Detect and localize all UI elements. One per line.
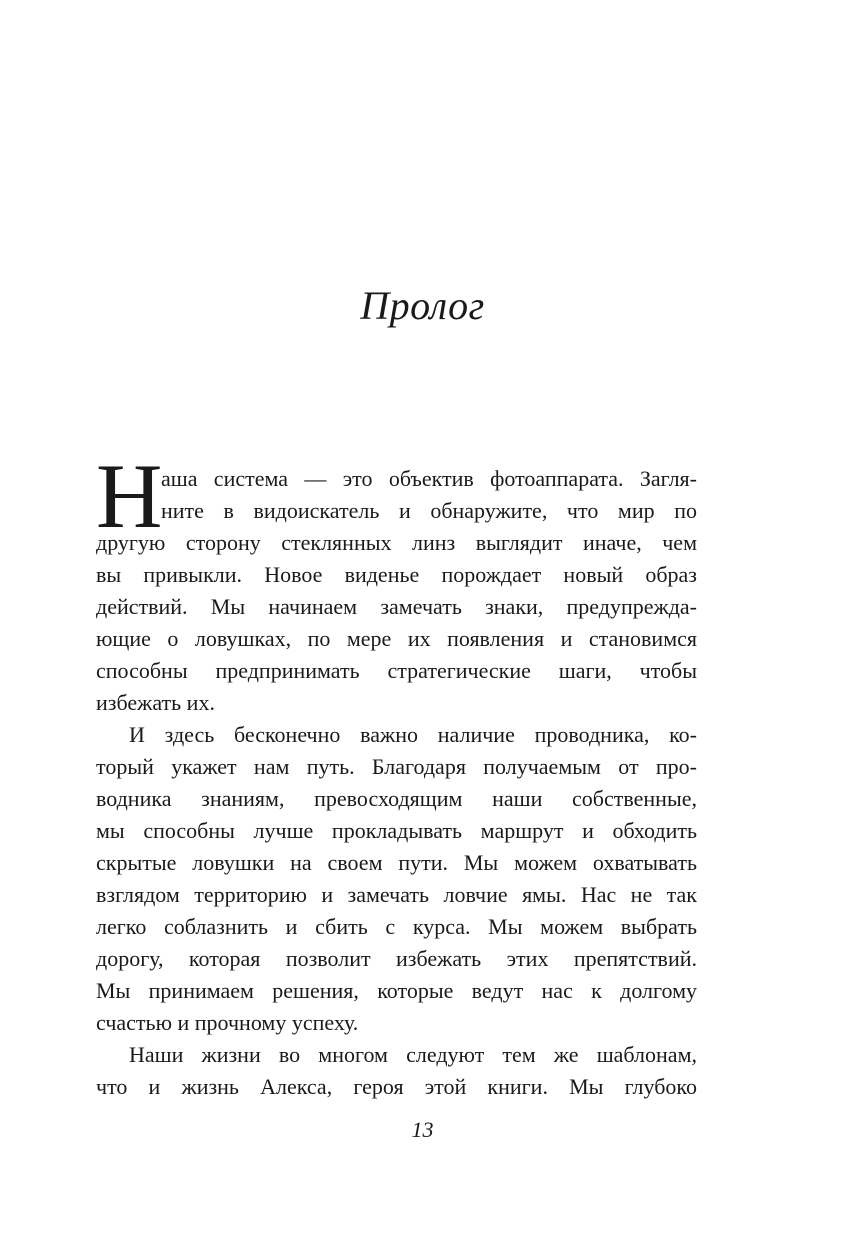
text-line: мы способны лучше прокладывать маршрут и обходить: [96, 818, 697, 843]
text-line: легко соблазнить и сбить с курса. Мы можем выбрать: [96, 914, 697, 939]
text-line: торый укажет нам путь. Благодаря получаемым от про-: [96, 754, 697, 779]
drop-cap: Н: [96, 445, 163, 547]
text-line: действий. Мы начинаем замечать знаки, предупрежда-: [96, 594, 697, 619]
text-line: избежать их.: [96, 690, 215, 715]
text-line: Мы принимаем решения, которые ведут нас к долгому: [96, 978, 697, 1003]
text-line: водника знаниям, превосходящим наши собственные,: [96, 786, 697, 811]
chapter-title: Пролог: [360, 283, 485, 328]
text-line: И здесь бесконечно важно наличие проводника, ко-: [129, 722, 697, 747]
text-line: взглядом территорию и замечать ловчие ямы. Нас не так: [96, 882, 697, 907]
text-line: вы привыкли. Новое виденье порождает новый образ: [96, 562, 697, 587]
page-number: 13: [411, 1117, 434, 1142]
text-line: что и жизнь Алекса, героя этой книги. Мы глубоко: [96, 1074, 697, 1099]
text-line: способны предпринимать стратегические шаги, чтобы: [96, 658, 697, 683]
text-line: скрытые ловушки на своем пути. Мы можем охватывать: [96, 850, 697, 875]
text-line: другую сторону стеклянных линз выглядит иначе, чем: [96, 530, 697, 555]
text-line: Наши жизни во многом следуют тем же шаблонам,: [129, 1042, 697, 1067]
text-line: счастью и прочному успеху.: [96, 1010, 359, 1035]
text-line: ющие о ловушках, по мере их появления и становимся: [96, 626, 697, 651]
text-line: дорогу, которая позволит избежать этих препятствий.: [96, 946, 697, 971]
text-line: аша система — это объектив фотоаппарата. Загля-: [161, 466, 697, 491]
text-line: ните в видоискатель и обнаружите, что мир по: [161, 498, 697, 523]
